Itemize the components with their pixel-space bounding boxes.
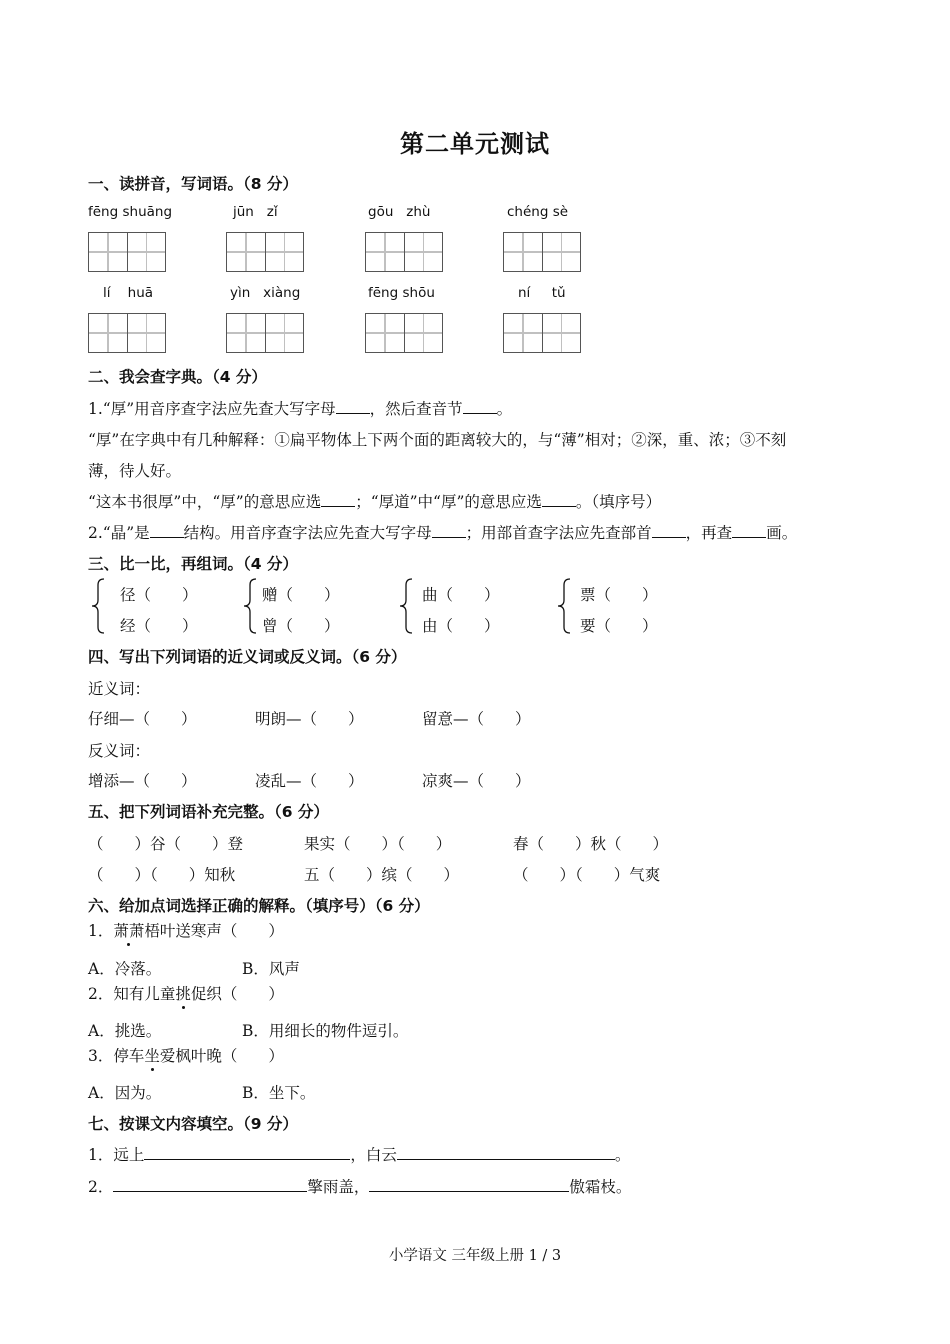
question-text: 。 bbox=[496, 400, 513, 418]
pinyin-label: gōu zhù bbox=[368, 204, 431, 220]
idiom-item: 春（ ）秋（ ） bbox=[513, 835, 669, 853]
pair-top-char: 赠（ ） bbox=[262, 586, 340, 604]
idiom-item: （ ）谷（ ）登 bbox=[88, 835, 244, 853]
question-text: “这本书很厚”中，“厚”的意思应选 bbox=[88, 493, 322, 511]
pinyin-label: chéng sè bbox=[507, 204, 569, 220]
question-text: 促织（ ） bbox=[190, 985, 284, 1003]
question-line bbox=[88, 1044, 284, 1066]
antonym-label: 反义词： bbox=[88, 742, 151, 760]
question-text: 。 bbox=[614, 1146, 631, 1164]
pair-bottom-char: 经（ ） bbox=[120, 617, 198, 635]
writing-grid[interactable] bbox=[365, 232, 443, 272]
section-1-heading: 一、读拼音，写词语。（8 分） bbox=[88, 175, 298, 193]
pair-bottom-char: 由（ ） bbox=[422, 617, 500, 635]
option-b[interactable]: B．坐下。 bbox=[242, 1084, 316, 1102]
option-b[interactable]: B．用细长的物件逗引。 bbox=[242, 1022, 409, 1040]
question-text: ，白云 bbox=[350, 1146, 397, 1164]
option-a[interactable]: A．因为。 bbox=[88, 1084, 162, 1102]
option-b[interactable]: B．风声 bbox=[242, 960, 300, 978]
question-line bbox=[88, 982, 284, 1004]
answer-blank[interactable] bbox=[321, 492, 355, 507]
synonym-item: 仔细—（ ） bbox=[88, 710, 197, 728]
question-number: 1． bbox=[88, 922, 114, 940]
idiom-item: 五（ ）缤（ ） bbox=[304, 866, 460, 884]
page-title: 第二单元测试 bbox=[400, 130, 550, 158]
pair-bottom-char: 要（ ） bbox=[580, 617, 658, 635]
option-a[interactable]: A．冷落。 bbox=[88, 960, 162, 978]
question-text: ，然后查音节 bbox=[369, 400, 463, 418]
answer-blank[interactable] bbox=[150, 523, 184, 538]
answer-blank[interactable] bbox=[397, 1145, 615, 1160]
question-text: 擎雨盖， bbox=[307, 1178, 370, 1196]
question-text: 1.“厚”用音序查字法应先查大写字母 bbox=[88, 400, 336, 418]
question-text: 爱枫叶晚（ ） bbox=[159, 1047, 284, 1065]
question-text: 2． bbox=[88, 1178, 114, 1196]
answer-blank[interactable] bbox=[113, 1177, 307, 1192]
idiom-item: （ ）（ ）知秋 bbox=[88, 866, 236, 884]
page-footer: 小学语文 三年级上册 1 / 3 bbox=[388, 1248, 562, 1264]
synonym-item: 明朗—（ ） bbox=[255, 710, 364, 728]
section-5-heading: 五、把下列词语补充完整。（6 分） bbox=[88, 803, 329, 821]
answer-blank[interactable] bbox=[144, 1145, 350, 1160]
dotted-word: 挑 bbox=[175, 985, 191, 1003]
writing-grid[interactable] bbox=[88, 232, 166, 272]
pinyin-label: ní tǔ bbox=[518, 285, 566, 301]
question-line bbox=[88, 397, 512, 419]
section-3-heading: 三、比一比，再组词。（4 分） bbox=[88, 555, 298, 573]
section-7-heading: 七、按课文内容填空。（9 分） bbox=[88, 1115, 298, 1133]
question-line bbox=[88, 490, 661, 512]
question-line: 薄，待人好。 bbox=[88, 462, 182, 480]
question-text: ；用部首查字法应先查部首 bbox=[465, 524, 652, 542]
left-brace-icon bbox=[90, 578, 106, 634]
idiom-item: 果实（ ）（ ） bbox=[304, 835, 452, 853]
left-brace-icon bbox=[556, 578, 572, 634]
pinyin-label: fēng shuāng bbox=[88, 204, 173, 220]
writing-grid[interactable] bbox=[226, 232, 304, 272]
question-line bbox=[88, 1175, 631, 1197]
answer-blank[interactable] bbox=[542, 492, 576, 507]
pinyin-label: fēng shōu bbox=[368, 285, 435, 301]
answer-blank[interactable] bbox=[432, 523, 466, 538]
question-text: 画。 bbox=[766, 524, 798, 542]
antonym-item: 凉爽—（ ） bbox=[422, 772, 531, 790]
section-2-heading: 二、我会查字典。（4 分） bbox=[88, 368, 267, 386]
antonym-item: 增添—（ ） bbox=[88, 772, 197, 790]
writing-grid[interactable] bbox=[365, 313, 443, 353]
pinyin-label: lí huā bbox=[103, 285, 154, 301]
option-a[interactable]: A．挑选。 bbox=[88, 1022, 162, 1040]
answer-blank[interactable] bbox=[652, 523, 686, 538]
writing-grid[interactable] bbox=[503, 232, 581, 272]
answer-blank[interactable] bbox=[369, 1177, 569, 1192]
synonym-item: 留意—（ ） bbox=[422, 710, 531, 728]
answer-blank[interactable] bbox=[336, 399, 370, 414]
writing-grid[interactable] bbox=[226, 313, 304, 353]
pinyin-label: yìn xiàng bbox=[230, 285, 301, 301]
question-text: 2．知有儿童 bbox=[88, 985, 176, 1003]
section-4-heading: 四、写出下列词语的近义词或反义词。（6 分） bbox=[88, 648, 407, 666]
pair-bottom-char: 曾（ ） bbox=[262, 617, 340, 635]
section-6-heading: 六、给加点词选择正确的解释。（填序号）（6 分） bbox=[88, 897, 430, 915]
antonym-item: 凌乱—（ ） bbox=[255, 772, 364, 790]
question-text: 2.“晶”是 bbox=[88, 524, 150, 542]
question-text: 3．停车 bbox=[88, 1047, 145, 1065]
pair-top-char: 曲（ ） bbox=[422, 586, 500, 604]
writing-grid[interactable] bbox=[503, 313, 581, 353]
question-text: ；“厚道”中“厚”的意思应选 bbox=[355, 493, 542, 511]
question-line bbox=[88, 919, 284, 941]
question-text: 。（填序号） bbox=[575, 493, 662, 511]
writing-grid[interactable] bbox=[88, 313, 166, 353]
question-line bbox=[88, 521, 797, 543]
question-text: 结构。用音序查字法应先查大写字母 bbox=[183, 524, 432, 542]
question-text: 1．远上 bbox=[88, 1146, 145, 1164]
pair-top-char: 径（ ） bbox=[120, 586, 198, 604]
synonym-label: 近义词： bbox=[88, 680, 151, 698]
pair-top-char: 票（ ） bbox=[580, 586, 658, 604]
question-text: 梧叶送寒声（ ） bbox=[144, 922, 284, 940]
question-line bbox=[88, 1143, 630, 1165]
pinyin-label: jūn zǐ bbox=[233, 204, 278, 220]
dotted-word: 萧萧 bbox=[113, 922, 145, 940]
idiom-item: （ ）（ ）气爽 bbox=[513, 866, 661, 884]
left-brace-icon bbox=[398, 578, 414, 634]
question-line: “厚”在字典中有几种解释：①扁平物体上下两个面的距离较大的，与“薄”相对；②深，重、浓；③不刻 bbox=[88, 431, 787, 449]
dotted-word: 坐 bbox=[144, 1047, 160, 1065]
answer-blank[interactable] bbox=[463, 399, 497, 414]
left-brace-icon bbox=[242, 578, 258, 634]
question-text: ，再查 bbox=[685, 524, 733, 542]
question-text: 傲霜枝。 bbox=[569, 1178, 632, 1196]
answer-blank[interactable] bbox=[732, 523, 766, 538]
